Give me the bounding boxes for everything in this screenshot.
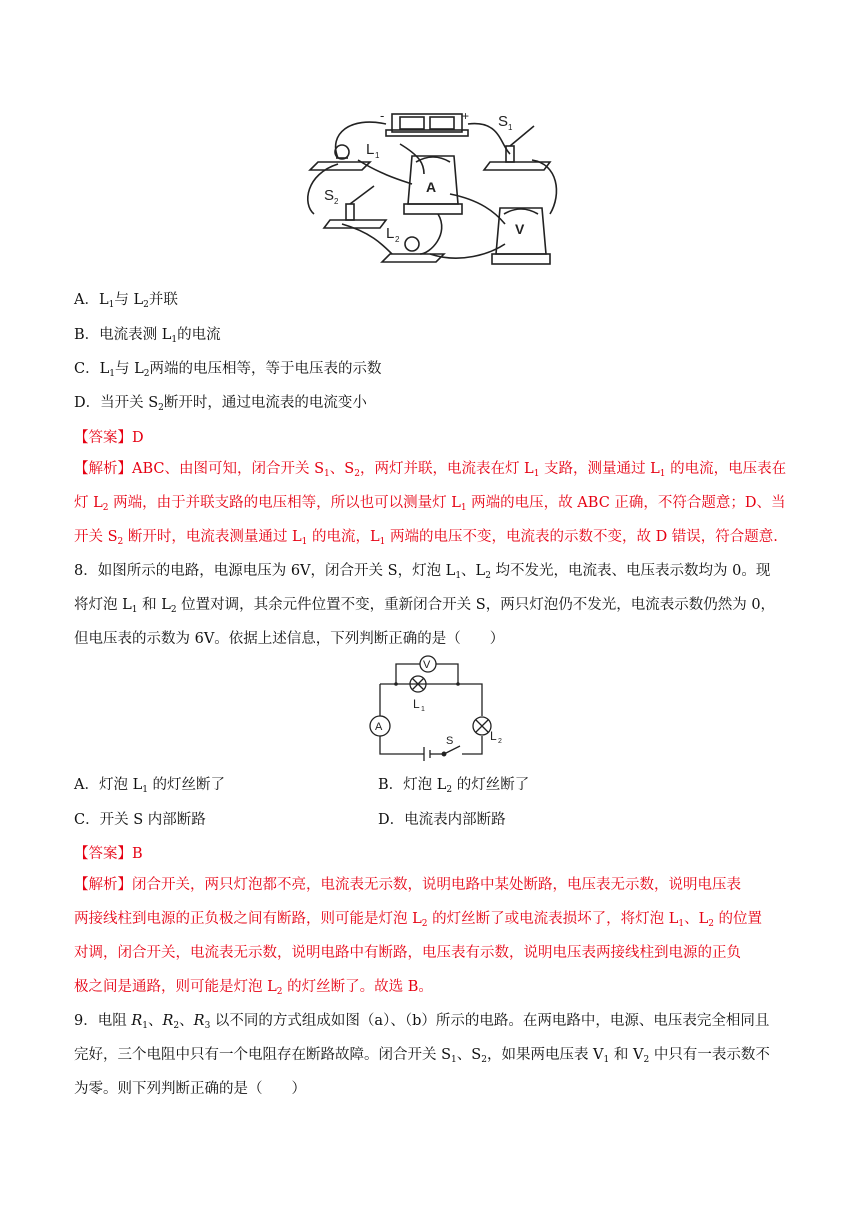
q7-option-c: C．$L_1$与 $L_2$两端的电压相等，等于电压表的示数 (74, 361, 382, 379)
l2-label: L (386, 225, 395, 242)
diagram-l1-label: L (413, 697, 420, 711)
q9-stem-line-3: 为零。则下列判断正确的是（ ） (74, 1081, 306, 1097)
q8-stem (74, 554, 786, 656)
q8-option-d: D．电流表内部断路 (378, 812, 506, 828)
q8-circuit-diagram (358, 654, 506, 766)
s2-label-sub: 2 (334, 197, 339, 206)
s2-label: S (324, 187, 335, 204)
l2-label-sub: 2 (395, 235, 400, 244)
q8-analysis-line-4: 极之间是通路，则可能是灯泡 $L_2$ 的灯丝断了。故选 B。 (74, 979, 433, 997)
diagram-l2-label: L (490, 729, 497, 743)
q8-analysis-line-2: 两接线柱到电源的正负极之间有断路，则可能是灯泡 $L_2$ 的灯丝断了或电流表损坏了，将灯泡 $L_1$、$L_2$ 的位置 (74, 911, 763, 929)
q7-answer: 【答案】D (74, 430, 144, 446)
q7-option-b: B．电流表测 $L_1$的电流 (74, 327, 221, 345)
q8-option-b: B．灯泡 $L_2$ 的灯丝断了 (378, 777, 530, 795)
s1-label-sub: 1 (508, 123, 513, 132)
q7-physical-circuit-figure (300, 104, 562, 274)
q7-option-a: A．$L_1$与 $L_2$并联 (74, 292, 178, 310)
ammeter-label: A (426, 179, 437, 195)
q8-answer: 【答案】B (74, 846, 143, 862)
q7-analysis-line-2: 灯 $L_2$ 两端，由于并联支路的电压相等，所以也可以测量灯 $L_1$ 两端的电压，故 ABC 正确，不符合题意；D、当 (74, 495, 786, 513)
q7-option-d: D．当开关 $S_2$断开时，通过电流表的电流变小 (74, 395, 367, 413)
q7-analysis-line-1: 【解析】ABC、由图可知，闭合开关 $S_1$、$S_2$，两灯并联，电流表在灯 $L_1$ 支路，测量通过 $L_1$ 的电流，电压表在 (74, 461, 787, 479)
battery-plus-label: + (462, 109, 470, 123)
q8-option-c: C．开关 S 内部断路 (74, 812, 206, 828)
l1-label: L (366, 141, 375, 158)
q8-stem-line-1: 8．如图所示的电路，电源电压为 6V，闭合开关 S，灯泡 $L_1$、$L_2$ 均不发光，电流表、电压表示数均为 0。现 (74, 563, 771, 581)
diagram-a-label: A (375, 721, 383, 733)
battery-minus-label: - (380, 108, 385, 123)
q7-analysis-line-3: 开关 $S_2$ 断开时，电流表测量通过 $L_1$ 的电流，$L_1$ 两端的电压不变，电流表的示数不变，故 D 错误，符合题意. (74, 529, 778, 547)
l1-label-sub: 1 (375, 151, 380, 160)
s1-label: S (498, 113, 509, 130)
q7-analysis (74, 452, 786, 554)
q8-analysis-line-3: 对调，闭合开关，电流表无示数，说明电路中有断路，电压表有示数，说明电压表两接线柱到电源的正负 (74, 945, 741, 961)
diagram-s-label: S (446, 735, 454, 747)
q8-stem-line-2: 将灯泡 $L_1$ 和 $L_2$ 位置对调，其余元件位置不变，重新闭合开关 S，两只灯泡仍不发光，电流表示数仍然为 0， (74, 597, 776, 615)
q9-stem-line-1: 9．电阻 $R_1$、$R_2$、$R_3$ 以不同的方式组成如图（a）、（b）所示的电路。在两电路中，电源、电压表完全相同且 (74, 1013, 770, 1031)
q8-analysis (74, 868, 786, 1004)
voltmeter-label: V (515, 221, 525, 237)
diagram-l2-sub: 2 (498, 738, 502, 745)
q8-stem-line-3: 但电压表的示数为 6V。依据上述信息，下列判断正确的是（ ） (74, 631, 505, 647)
q8-option-a: A．灯泡 $L_1$ 的灯丝断了 (74, 777, 226, 795)
q8-analysis-line-1: 【解析】闭合开关，两只灯泡都不亮，电流表无示数，说明电路中某处断路，电压表无示数，说明电压表 (74, 877, 741, 893)
battery-symbol (424, 747, 430, 761)
diagram-l1-sub: 1 (421, 706, 425, 713)
diagram-v-label: V (423, 659, 431, 671)
q9-stem-line-2: 完好，三个电阻中只有一个电阻存在断路故障。闭合开关 $S_1$、$S_2$，如果两电压表 $V_1$ 和 $V_2$ 中只有一表示数不 (74, 1047, 770, 1065)
q9-stem (74, 1004, 786, 1106)
switch-s-symbol (444, 746, 460, 754)
